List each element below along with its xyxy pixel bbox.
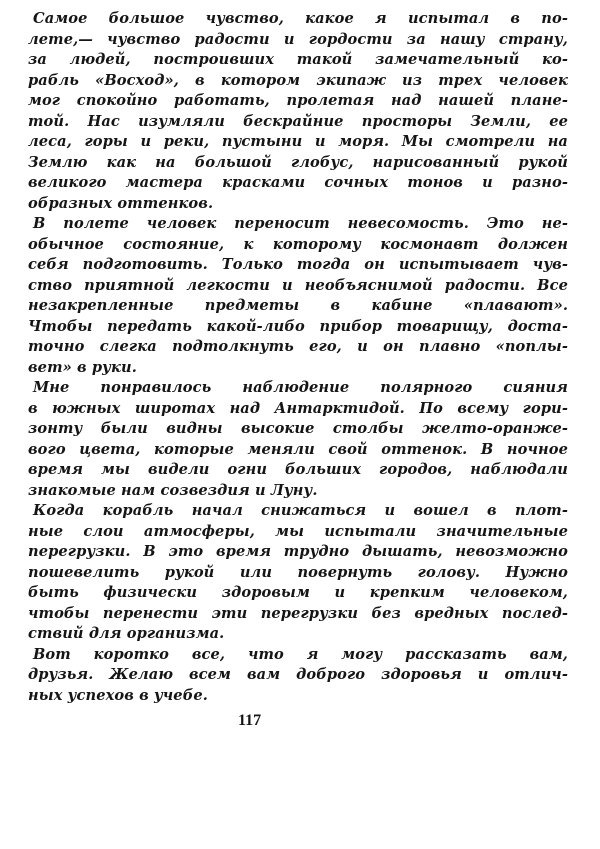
text-line: зонту были видны высокие столбы желто-оранже- (28, 420, 568, 437)
paragraph (28, 214, 568, 378)
paragraph (28, 501, 568, 645)
page-number: 117 (238, 712, 262, 729)
text-line: леса, горы и реки, пустыни и моря. Мы смотрели на (28, 133, 568, 150)
text-line: знакомые нам созвездия и Луну. (28, 481, 318, 499)
text-line: той. Нас изумляли бескрайние просторы Земли, ее (28, 112, 568, 130)
paragraph (28, 645, 568, 707)
text-line: себя подготовить. Только тогда он испытывает чув- (28, 256, 568, 273)
text-line: лете,— чувство радости и гордости за нашу страну, (28, 30, 568, 48)
text-line: ствий для организма. (28, 625, 225, 642)
text-line: время мы видели огни больших городов, наблюдали (28, 461, 568, 478)
text-line: перегрузки. В это время трудно дышать, невозможно (28, 543, 568, 560)
text-line: великого мастера красками сочных тонов и разно- (28, 174, 568, 191)
text-line: рабль «Восход», в котором экипаж из трех человек (28, 71, 568, 89)
text-line: ных успехов в учебе. (28, 686, 208, 704)
text-line: вого цвета, которые меняли свой оттенок. В ночное (28, 440, 568, 458)
text-line: ные слои атмосферы, мы испытали значительные (28, 522, 568, 540)
text-line: точно слегка подтолкнуть его, и он плавно «поплы- (28, 338, 568, 355)
text-line: Землю как на большой глобус, нарисованный рукой (28, 153, 568, 171)
text-line: быть физически здоровым и крепким человеком, (28, 584, 568, 601)
text-line: пошевелить рукой или повернуть голову. Нужно (28, 563, 568, 581)
text-line: В полете человек переносит невесомость. Это не- (33, 215, 568, 232)
text-line: образных оттенков. (28, 194, 214, 212)
text-line: Мне понравилось наблюдение полярного сияния (33, 379, 568, 396)
text-line: мог спокойно работать, пролетая над нашей плане- (28, 92, 568, 109)
text-line: Самое большое чувство, какое я испытал в по- (33, 10, 568, 27)
text-line: Чтобы передать какой-либо прибор товарищу, доста- (28, 317, 568, 335)
text-line: друзья. Желаю всем вам доброго здоровья и отлич- (28, 666, 568, 683)
text-line: чтобы перенести эти перегрузки без вредных послед- (28, 604, 568, 622)
book-page-text (28, 9, 568, 706)
text-line: Вот коротко все, что я могу рассказать вам, (33, 645, 568, 663)
text-line: обычное состояние, к которому космонавт должен (28, 235, 568, 253)
text-line: вет» в руки. (28, 358, 137, 376)
text-line: за людей, построивших такой замечательный ко- (28, 51, 568, 68)
text-line: незакрепленные предметы в кабине «плавают». (28, 297, 568, 314)
text-line: Когда корабль начал снижаться и вошел в плот- (33, 502, 568, 519)
paragraph (28, 378, 568, 501)
text-line: ство приятной легкости и необъяснимой радости. Все (28, 276, 568, 294)
text-line: в южных широтах над Антарктидой. По всему гори- (28, 399, 568, 417)
paragraph (28, 9, 568, 214)
